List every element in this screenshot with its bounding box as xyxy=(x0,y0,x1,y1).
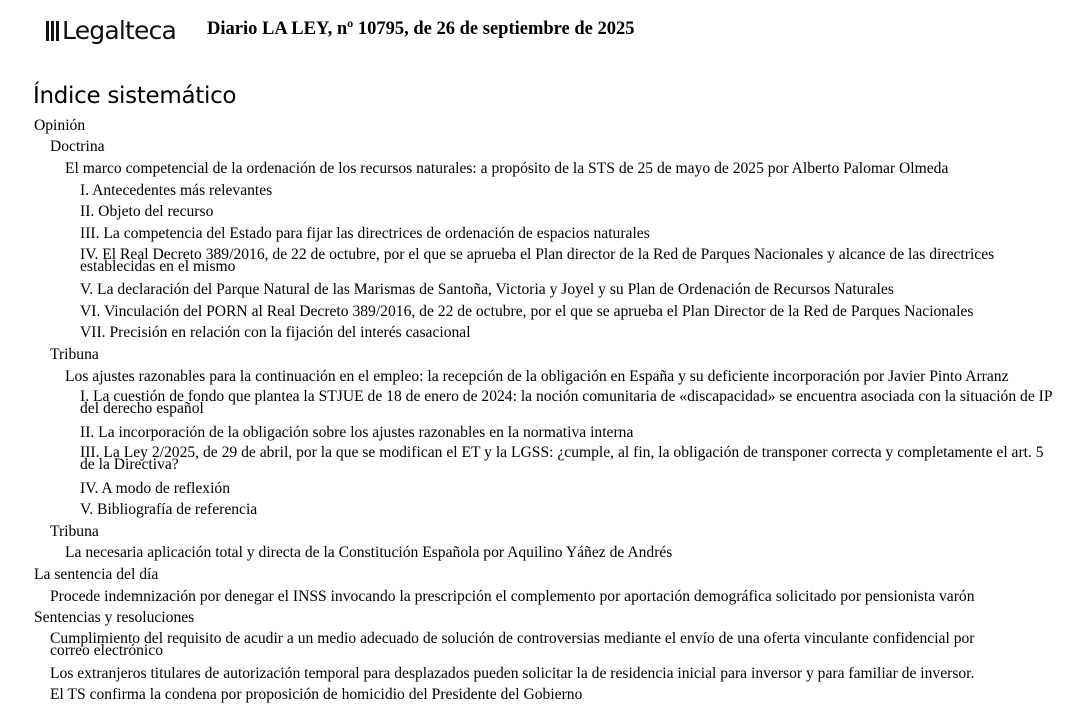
toc-subsection-doctrina[interactable]: Doctrina xyxy=(50,138,105,155)
toc-chapter[interactable]: IV. El Real Decreto 389/2016, de 22 de octubre, por el que se aprueba el Plan director de la Red de Parques Nacionales y alcance de las directrices establecidas en el mismo xyxy=(80,246,995,275)
logo-bars-icon xyxy=(46,19,59,41)
toc-subsection-tribuna[interactable]: Tribuna xyxy=(50,346,99,363)
toc-subsection-tribuna[interactable]: Tribuna xyxy=(50,523,99,540)
toc-chapter[interactable]: III. La Ley 2/2025, de 29 de abril, por la que se modifican el ET y la LGSS: ¿cumple, al fin, la obligación de transponer correcta y completamente el art. 5 de la Directiva? xyxy=(80,444,1044,473)
toc-chapter[interactable]: II. La incorporación de la obligación sobre los ajustes razonables en la normativa interna xyxy=(80,424,634,441)
toc-chapter[interactable]: III. La competencia del Estado para fijar las directrices de ordenación de espacios naturales xyxy=(80,225,650,242)
toc-article-6[interactable]: Los extranjeros titulares de autorización temporal para desplazados pueden solicitar la de residencia inicial para inversor y para familiar de inversor. xyxy=(50,665,975,682)
toc-chapter[interactable]: V. La declaración del Parque Natural de las Marismas de Santoña, Victoria y Joyel y su Plan de Ordenación de Recursos Naturales xyxy=(80,281,894,298)
page-header xyxy=(46,14,635,46)
toc-article-3[interactable]: La necesaria aplicación total y directa de la Constitución Española por Aquilino Yáñez de Andrés xyxy=(65,544,673,561)
toc-chapter[interactable]: II. Objeto del recurso xyxy=(80,203,214,220)
toc-chapter[interactable]: VII. Precisión en relación con la fijación del interés casacional xyxy=(80,324,471,341)
toc-section-sentencias[interactable]: Sentencias y resoluciones xyxy=(34,609,195,626)
toc-article-5[interactable]: Cumplimiento del requisito de acudir a un medio adecuado de solución de controversias mediante el envío de una oferta vinculante confidencial por correo electrónico xyxy=(50,630,975,659)
toc-chapter[interactable]: I. La cuestión de fondo que plantea la STJUE de 18 de enero de 2024: la noción comunitaria de «discapacidad» se encuentra asociada con la situación de IP del derecho español xyxy=(80,388,1052,417)
logo-text: Legalteca xyxy=(62,15,177,45)
toc-article-1[interactable]: El marco competencial de la ordenación de los recursos naturales: a propósito de la STS de 25 de mayo de 2025 por Alberto Palomar Olmeda xyxy=(65,160,949,177)
toc-chapter[interactable]: IV. A modo de reflexión xyxy=(80,480,230,497)
toc-article-7[interactable]: El TS confirma la condena por proposición de homicidio del Presidente del Gobierno xyxy=(50,686,583,703)
toc-section-sentencia-del-dia[interactable]: La sentencia del día xyxy=(34,566,159,583)
toc-section-opinion[interactable]: Opinión xyxy=(34,117,86,134)
legalteca-logo[interactable] xyxy=(46,16,176,45)
toc-chapter[interactable]: VI. Vinculación del PORN al Real Decreto 389/2016, de 22 de octubre, por el que se aprueba el Plan Director de la Red de Parques Nacionales xyxy=(80,303,974,320)
journal-issue-title: Diario LA LEY, nº 10795, de 26 de septiembre de 2025 xyxy=(207,19,635,39)
toc-article-2[interactable]: Los ajustes razonables para la continuación en el empleo: la recepción de la obligación en España y su deficiente incorporación por Javier Pinto Arranz xyxy=(65,368,1009,385)
toc-chapter[interactable]: V. Bibliografía de referencia xyxy=(80,501,258,518)
toc-article-4[interactable]: Procede indemnización por denegar el INSS invocando la prescripción el complemento por aportación demográfica solicitado por pensionista varón xyxy=(50,588,975,605)
index-title: Índice sistemático xyxy=(33,83,237,109)
toc-chapter[interactable]: I. Antecedentes más relevantes xyxy=(80,182,273,199)
